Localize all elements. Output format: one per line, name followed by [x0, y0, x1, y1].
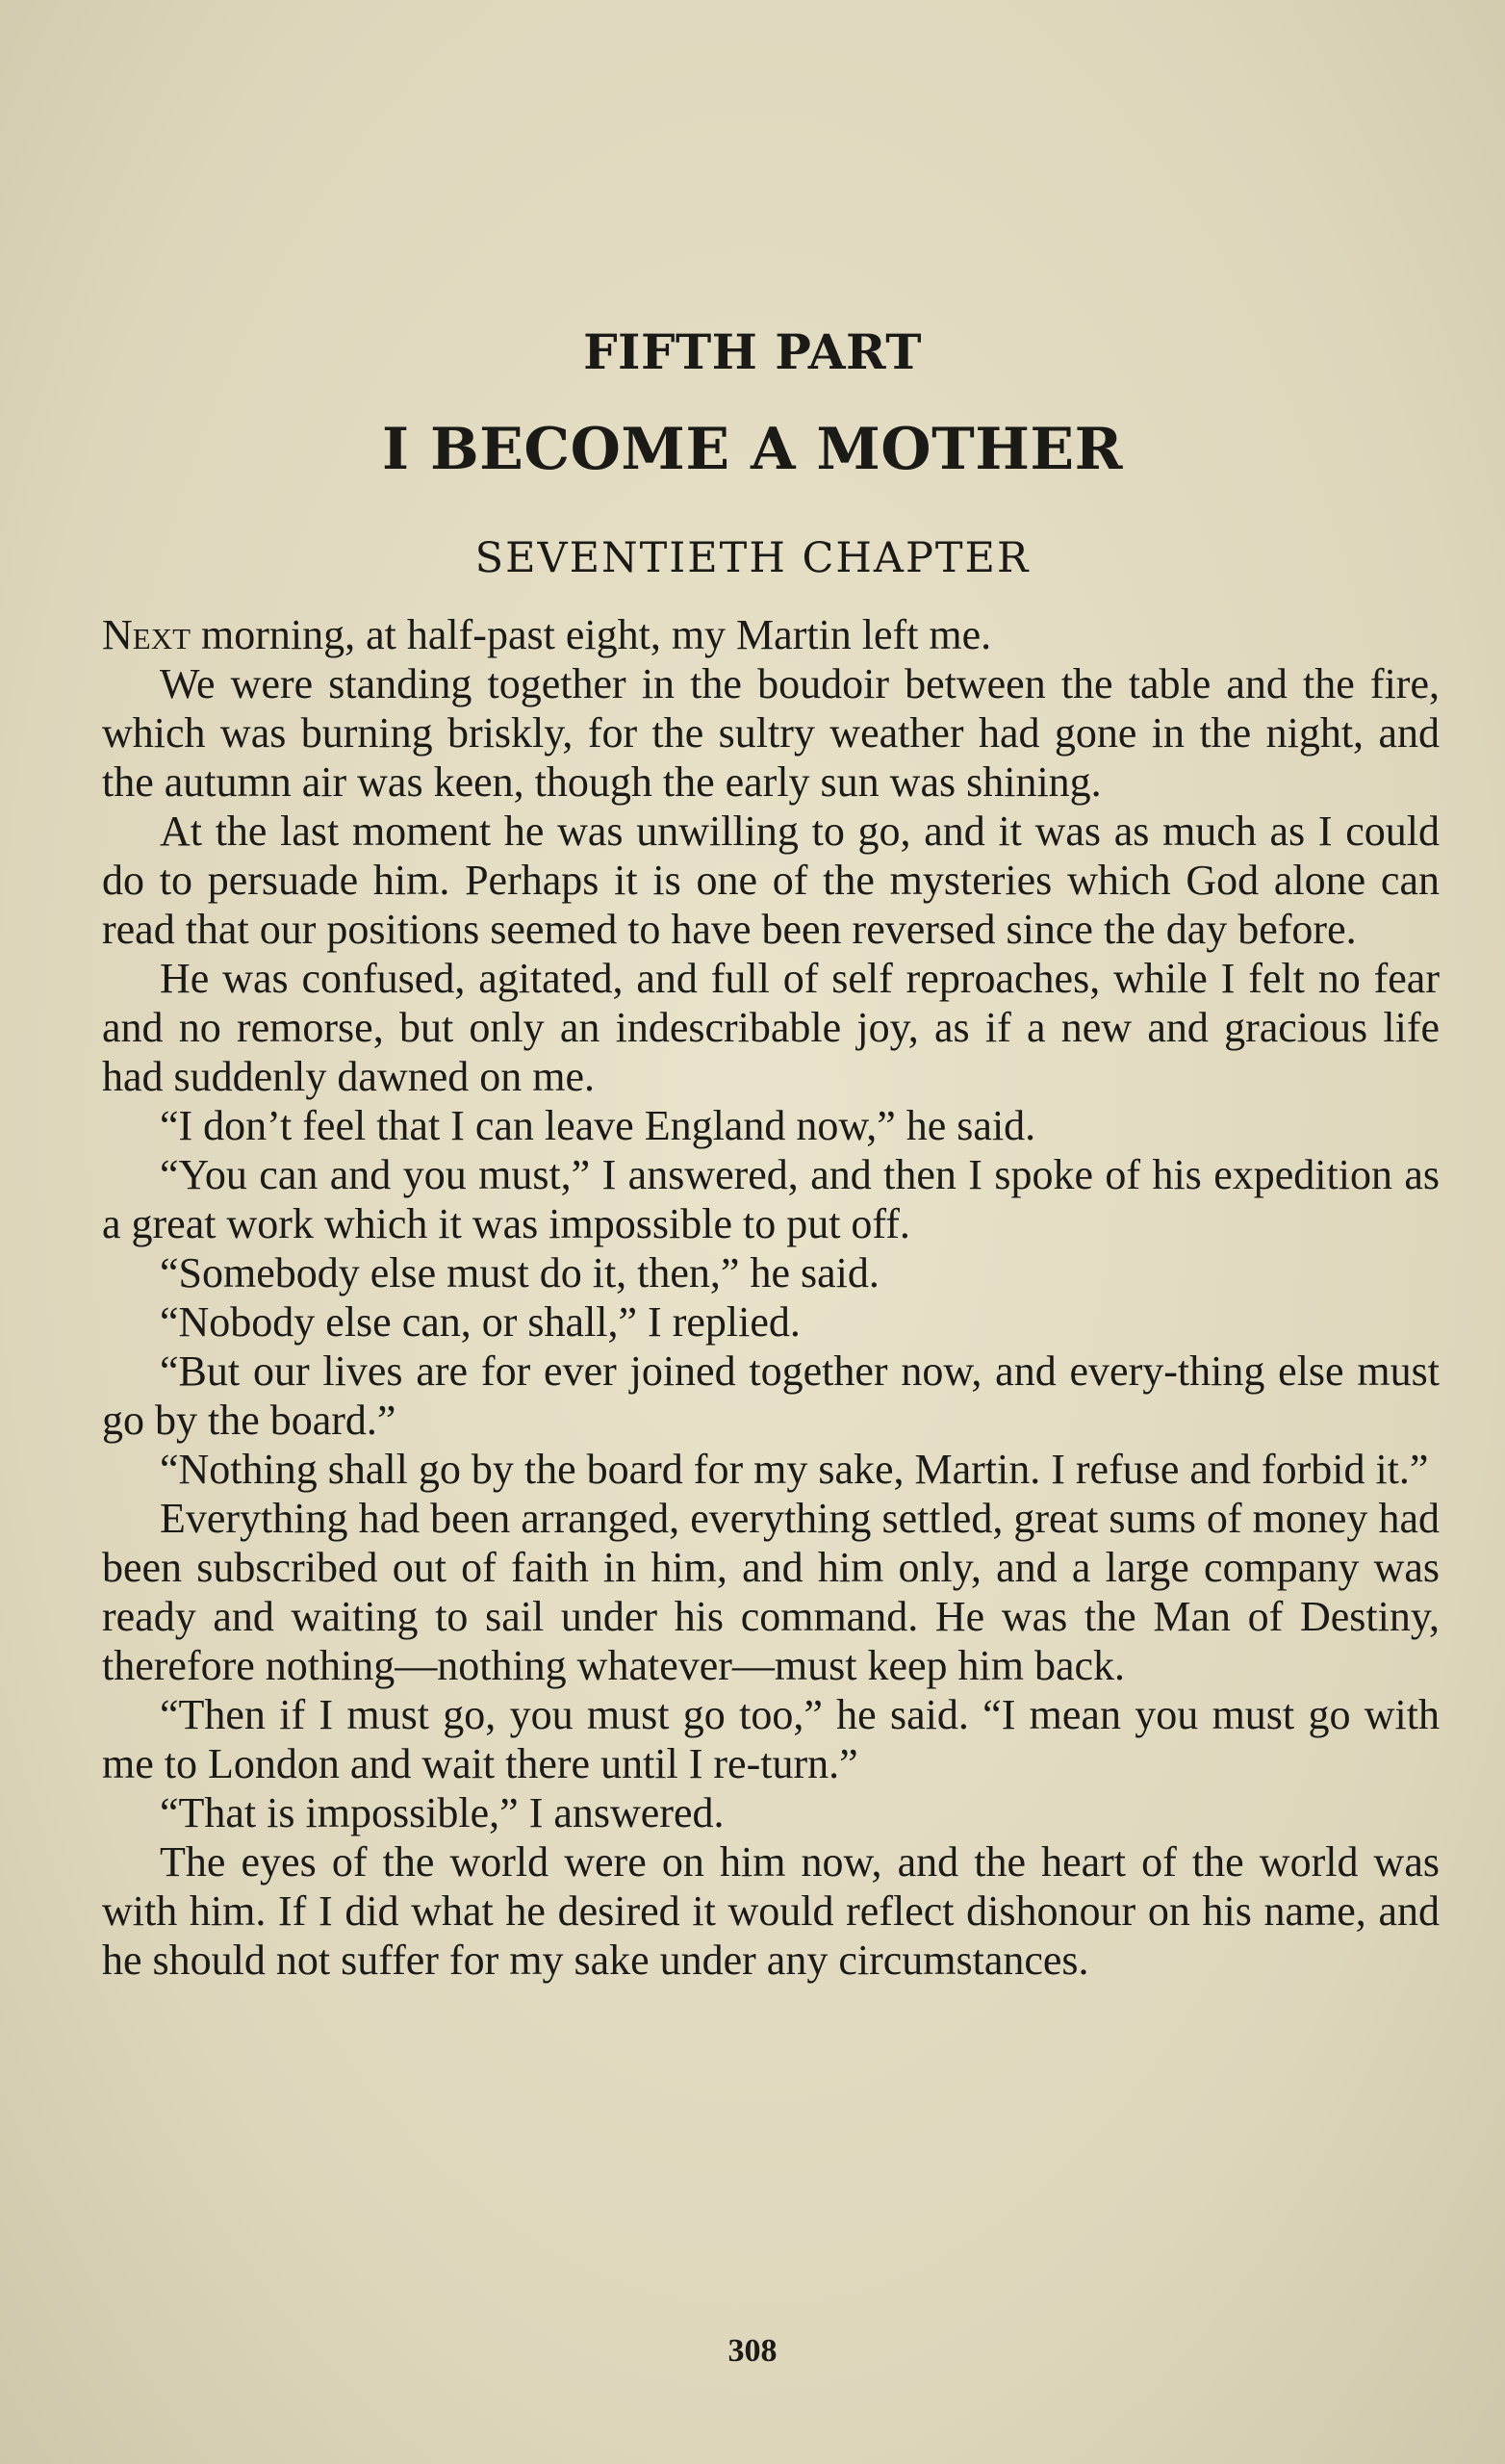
paragraph: “I don’t feel that I can leave England now,” he said.: [160, 1102, 1036, 1149]
paragraph: Everything had been arranged, everything settled, great sums of money had been subscribed out of faith in him, and him only, and a large company was ready and waiting to sail under his command. He was the Man of Destiny, therefore nothing—nothing whatever—must keep him back.: [102, 1495, 1440, 1689]
paragraph: “That is impossible,” I answered.: [160, 1789, 725, 1836]
paragraph: “Nobody else can, or shall,” I replied.: [160, 1298, 801, 1346]
section-title: I BECOME A MOTHER: [381, 416, 1123, 483]
paragraph: He was confused, agitated, and full of self reproaches, while I felt no fear and no remorse, but only an indescribable joy, as if a new and gracious life had suddenly dawned on me.: [102, 955, 1440, 1100]
show-through-text: [144, 116, 1357, 462]
small-caps-opening-word: Next: [102, 611, 191, 658]
paragraph: At the last moment he was unwilling to go, and it was as much as I could do to persuade him. Perhaps it is one of the mysteries which God alone can read that our positions seemed to have been reversed since the day before.: [102, 808, 1440, 953]
chapter-body: [102, 610, 1440, 1985]
paragraph: “Somebody else must do it, then,” he said.: [160, 1249, 880, 1296]
paragraph: “Nothing shall go by the board for my sake, Martin. I refuse and forbid it.”: [160, 1446, 1429, 1493]
paragraph: “You can and you must,” I answered, and then I spoke of his expedition as a great work which it was impossible to put off.: [102, 1151, 1440, 1247]
opening-paragraph-text: morning, at half-past eight, my Martin left me.: [191, 611, 992, 658]
part-heading: FIFTH PART: [583, 323, 922, 380]
page-number: 308: [727, 2333, 778, 2369]
paragraph: “But our lives are for ever joined together now, and every-thing else must go by the board.”: [102, 1348, 1440, 1444]
paragraph: “Then if I must go, you must go too,” he said. “I mean you must go with me to London and wait there until I re-turn.”: [102, 1691, 1440, 1787]
paragraph: The eyes of the world were on him now, and the heart of the world was with him. If I did what he desired it would reflect dishonour on his name, and he should not suffer for my sake under any circumstances.: [102, 1838, 1440, 1984]
paragraph: We were standing together in the boudoir between the table and the fire, which was burning briskly, for the sultry weather had gone in the night, and the autumn air was keen, though the early sun was shining.: [102, 660, 1440, 806]
chapter-heading: SEVENTIETH CHAPTER: [474, 534, 1031, 582]
opening-paragraph: [102, 610, 1440, 659]
